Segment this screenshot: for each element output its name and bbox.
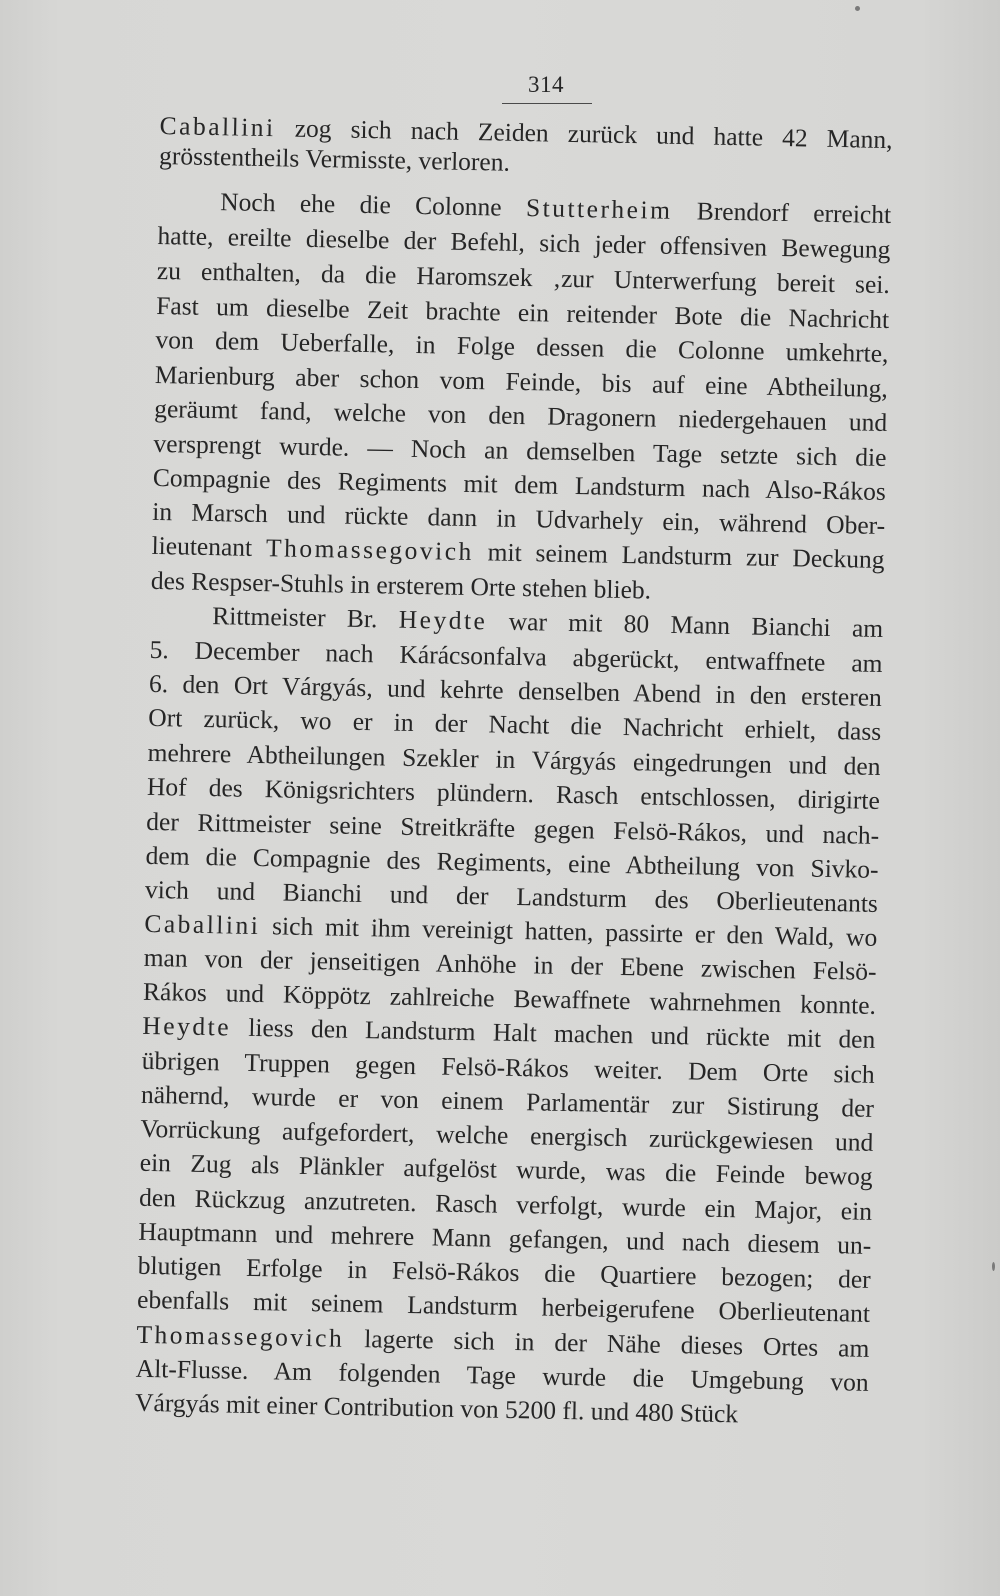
text-run: lieutenant [151,530,267,563]
text-run: hatte, ereilte dieselbe der Befehl, sich jeder offensiven Bewegung [157,220,891,265]
text-run: Rákos und Köppötz zahlreiche Bewaffnete wahrnehmen konnte. [142,976,877,1020]
text-run: den Rückzug anzutreten. Rasch verfolgt, wurde ein Major, ein [138,1182,873,1226]
text-run: zu enthalten, da die Haromszek ‚zur Unterwerfung bereit sei. [156,255,891,300]
text-run: grösstentheils Vermisste, verloren. [158,140,511,177]
text-run: in Marsch und rückte dann in Udvarhely ein, während Ober- [152,496,886,540]
text-run: der Rittmeister seine Streitkräfte gegen Felsö-Rákos, und nach- [146,806,880,850]
text-run: ein Zug als Plänkler aufgelöst wurde, was die Feinde bewog [139,1147,873,1191]
text-run: Marienburg aber schon vom Feinde, bis auf eine Abtheilung, [154,359,889,404]
spaced-name: Stutterheim [525,193,673,225]
text-run: Hof des Königsrichters plündern. Rasch entschlossen, dirigirte [146,771,881,815]
text-run: übrigen Truppen gegen Felsö-Rákos weiter. Dem Orte sich [141,1045,875,1089]
spaced-name: Caballini [159,110,276,143]
text-run: Vorrückung aufgefordert, welche energisch zurückgewiesen und [140,1113,874,1157]
text-run: Rittmeister Br. [212,601,400,634]
text-run: mit seinem Landsturm zur Deckung [473,537,885,574]
text-run: vich und Bianchi und der Landsturm des Oberlieutenants [144,874,879,918]
spaced-name: Heydte [398,604,488,636]
text-run: zog sich nach Zeiden zurück und hatte 42 Mann, [275,113,893,155]
spaced-name: Caballini [144,908,261,941]
text-run: Brendorf erreicht [672,195,892,230]
text-run: nähernd, wurde er von einem Parlamentär zur Sistirung der [140,1079,875,1123]
text-run: liess den Landsturm Halt machen und rückte mit den [230,1012,876,1054]
paper-speck [992,1262,995,1271]
text-run: lagerte sich in der Nähe dieses Ortes am [343,1323,870,1363]
text-run: sich mit ihm vereinigt hatten, passirte er den Wald, wo [260,911,878,952]
text-run: dem die Compagnie des Regiments, eine Abtheilung von Sivko- [145,840,879,884]
text-run: Noch ehe die Colonne [219,187,527,223]
text-run: Várgyás mit einer Contribution von 5200 fl. und 480 Stück [134,1387,739,1429]
text-run: blutigen Erfolge in Felsö-Rákos die Quartiere bezogen; der [137,1250,871,1294]
text-run: Compagnie des Regiments mit dem Landsturm nach Also-Rákos [152,462,887,507]
text-run: des Respser-Stuhls in ersterem Orte stehen blieb. [150,565,652,605]
text-run: versprengt wurde. — Noch an demselben Tage setzte sich die [153,428,887,473]
text-run: war mit 80 Mann Bianchi am [487,606,884,643]
text-run: mehrere Abtheilungen Szekler in Várgyás eingedrungen und den [147,737,881,781]
text-run: ebenfalls mit seinem Landsturm herbeigerufene Oberlieutenant [136,1284,871,1328]
text-run: Hauptmann und mehrere Mann gefangen, und nach diesem un- [138,1216,872,1260]
text-body [134,110,892,1454]
spaced-name: Thomassegovich [265,533,475,567]
text-run: man von der jenseitigen Anhöhe in der Ebene zwischen Felsö- [143,942,877,986]
page-number: 314 [528,72,564,97]
text-run: Fast um dieselbe Zeit brachte ein reitender Bote die Nachricht [155,290,890,335]
spaced-name: Heydte [142,1010,232,1042]
text-run: Alt-Flusse. Am folgenden Tage wurde die Umgebung von [135,1353,869,1397]
paper-speck [855,6,860,11]
text-run: Ort zurück, wo er in der Nacht die Nachricht erhielt, dass [148,702,882,746]
text-run: 5. December nach Kárácsonfalva abgerückt, entwaffnete am [149,634,883,678]
text-run: von dem Ueberfalle, in Folge dessen die Colonne umkehrte, [155,324,889,369]
header-rule [502,103,592,104]
text-run: 6. den Ort Várgyás, und kehrte denselben Abend in den ersteren [148,668,883,712]
text-run: geräumt fand, welche von den Dragonern niedergehauen und [153,393,888,438]
spaced-name: Thomassegovich [136,1319,345,1353]
